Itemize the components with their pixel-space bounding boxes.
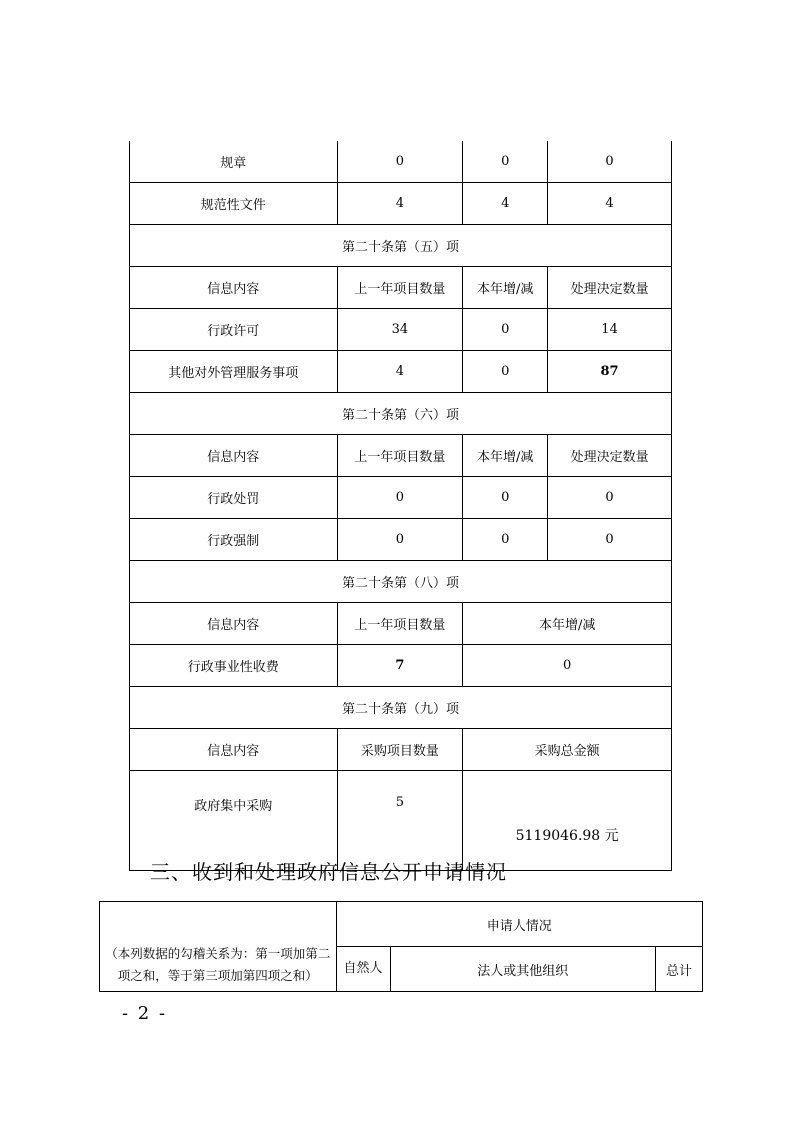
cell-value: 0 [463, 141, 548, 183]
cell-value: 0 [463, 477, 548, 519]
table-row [130, 309, 672, 351]
section-title-row [130, 225, 672, 267]
cell-value: 7 [337, 645, 463, 687]
cell-value: 34 [337, 309, 463, 351]
section-title: 第二十条第（八）项 [130, 561, 672, 603]
cell-value: 0 [463, 519, 548, 561]
row-label: 行政许可 [130, 309, 338, 351]
section-heading: 三、收到和处理政府信息公开申请情况 [150, 860, 507, 884]
row-label: 规章 [130, 141, 338, 183]
cell-value: 0 [337, 141, 463, 183]
cell-value: 0 [548, 519, 672, 561]
cell-value: 0 [463, 351, 548, 393]
column-header: 上一年项目数量 [337, 603, 463, 645]
cell-value: 4 [337, 183, 463, 225]
cell-value: 0 [463, 309, 548, 351]
section-title: 第二十条第（六）项 [130, 393, 672, 435]
legal-org-header: 法人或其他组织 [390, 947, 656, 992]
section-title-row [130, 393, 672, 435]
column-header: 信息内容 [130, 603, 338, 645]
column-header: 本年增/减 [463, 435, 548, 477]
header-row [130, 603, 672, 645]
column-header: 采购总金额 [463, 729, 672, 771]
column-header: 信息内容 [130, 267, 338, 309]
column-header: 处理决定数量 [548, 267, 672, 309]
table-row [130, 519, 672, 561]
row-label: 行政强制 [130, 519, 338, 561]
page-number: - 2 - [122, 1003, 168, 1024]
table-row [130, 351, 672, 393]
header-row [100, 902, 703, 947]
header-row [130, 729, 672, 771]
cell-value: 0 [548, 477, 672, 519]
cell-value: 4 [548, 183, 672, 225]
cell-value: 4 [463, 183, 548, 225]
cell-value: 4 [337, 351, 463, 393]
column-header: 上一年项目数量 [337, 435, 463, 477]
row-label: 行政处罚 [130, 477, 338, 519]
section-title: 第二十条第（九）项 [130, 687, 672, 729]
cell-value: 0 [337, 477, 463, 519]
column-header: 处理决定数量 [548, 435, 672, 477]
cell-value: 87 [548, 351, 672, 393]
table-row [130, 645, 672, 687]
header-row [130, 435, 672, 477]
section-title: 第二十条第（五）项 [130, 225, 672, 267]
application-table [99, 901, 703, 992]
row-label: 行政事业性收费 [130, 645, 338, 687]
column-header: 信息内容 [130, 435, 338, 477]
applicant-header: 申请人情况 [336, 902, 702, 947]
column-header: 本年增/减 [463, 267, 548, 309]
row-label: 其他对外管理服务事项 [130, 351, 338, 393]
column-header: 本年增/减 [463, 603, 672, 645]
table-row [130, 183, 672, 225]
disclosure-table [129, 141, 672, 871]
total-header: 总计 [656, 947, 703, 992]
cell-value: 0 [337, 519, 463, 561]
table-row [130, 141, 672, 183]
natural-person-header: 自然人 [336, 947, 390, 992]
table-row [130, 477, 672, 519]
header-row [130, 267, 672, 309]
section-title-row [130, 687, 672, 729]
column-header: 上一年项目数量 [337, 267, 463, 309]
cell-value: 14 [548, 309, 672, 351]
relation-note: （本列数据的勾稽关系为：第一项加第二项之和，等于第三项加第四项之和） [100, 902, 337, 992]
cell-value: 0 [548, 141, 672, 183]
section-title-row [130, 561, 672, 603]
cell-value: 5119046.98 元 [463, 771, 672, 871]
row-label: 政府集中采购 [130, 771, 338, 871]
row-label: 规范性文件 [130, 183, 338, 225]
column-header: 信息内容 [130, 729, 338, 771]
cell-value: 5 [337, 771, 463, 871]
cell-value: 0 [463, 645, 672, 687]
column-header: 采购项目数量 [337, 729, 463, 771]
